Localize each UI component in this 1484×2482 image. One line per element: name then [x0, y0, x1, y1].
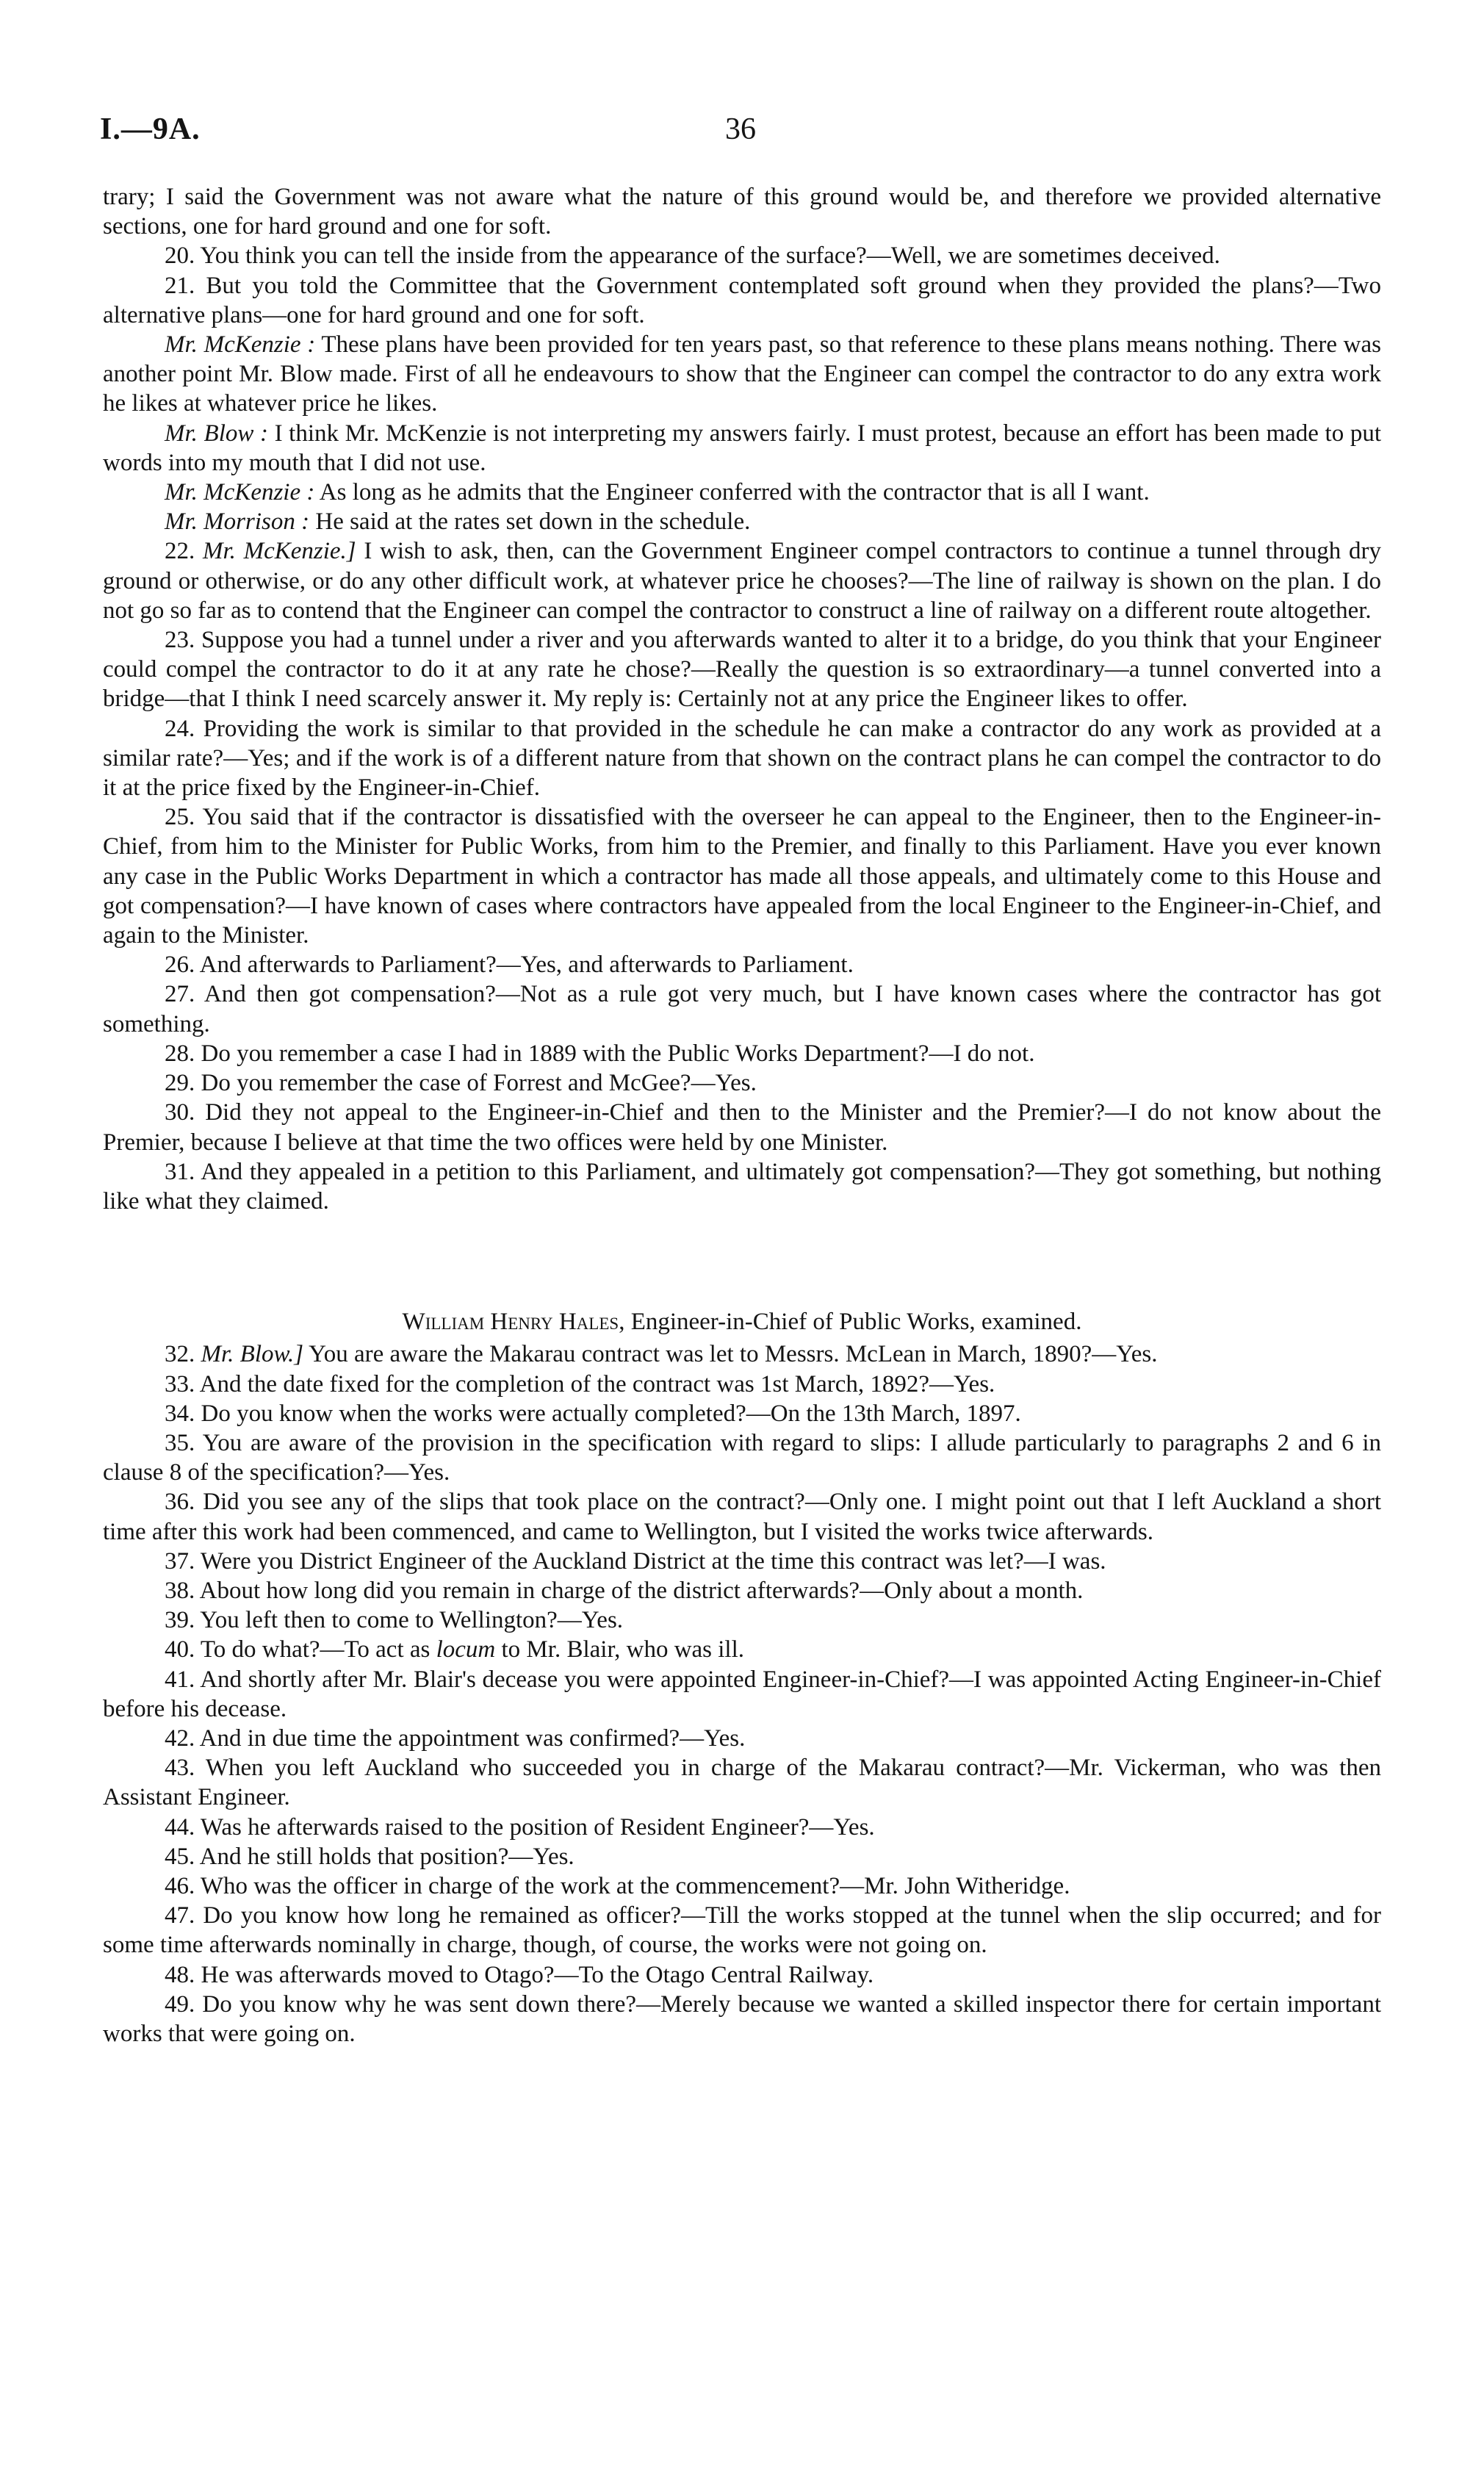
paragraph-text: 44. Was he afterwards raised to the position of Resident Engineer?—Yes. [165, 1813, 875, 1841]
paragraph [103, 1339, 1381, 1369]
paragraph [103, 979, 1381, 1038]
paragraph-text: 26. And afterwards to Parliament?—Yes, and afterwards to Parliament. [165, 952, 854, 979]
document-body [103, 182, 1381, 2048]
paragraph-text: 47. Do you know how long he remained as officer?—Till the works stopped at the tunnel when the slip occurred; and for some time afterwards nominally in charge, though, of course, the works were not going on. [103, 1902, 1381, 1959]
paragraph [103, 478, 1381, 507]
paragraph-text: 34. Do you know when the works were actually completed?—On the 13th March, 1897. [165, 1400, 1021, 1427]
speaker-label: Mr. Morrison : [165, 508, 310, 536]
paragraph [103, 625, 1381, 714]
evidence-section-2 [103, 1339, 1381, 2048]
question-number: 32. [165, 1341, 195, 1368]
page-number: 36 [725, 112, 756, 146]
paragraph-text: These plans have been provided for ten years past, so that reference to these plans means nothing. There was another point Mr. Blow made. First of all he endeavours to show that the Engineer can compel the contractor to do any extra work he likes at whatever price he likes. [103, 331, 1381, 417]
paragraph-text: 38. About how long did you remain in charge of the district afterwards?—Only about a month. [165, 1577, 1084, 1604]
paragraph [103, 802, 1381, 950]
paragraph-text: 45. And he still holds that position?—Yes. [165, 1843, 574, 1870]
paragraph [103, 1399, 1381, 1428]
paragraph-text: 29. Do you remember the case of Forrest and McGee?—Yes. [165, 1070, 757, 1097]
paragraph [103, 330, 1381, 419]
paragraph-text: As long as he admits that the Engineer conferred with the contractor that is all I want. [314, 479, 1150, 506]
paragraph-text: 37. Were you District Engineer of the Auckland District at the time this contract was let?—I was. [165, 1547, 1106, 1575]
paragraph-text: He said at the rates set down in the schedule. [309, 508, 751, 536]
paragraph [103, 1428, 1381, 1487]
paragraph-text: 21. But you told the Committee that the Government contemplated soft ground when they provided the plans?—Two alternative plans—one for hard ground and one for soft. [103, 272, 1381, 328]
paragraph [103, 1813, 1381, 1842]
paragraph-text: to Mr. Blair, who was ill. [495, 1636, 745, 1663]
witness-name: William Henry Hales [402, 1309, 619, 1336]
paragraph [103, 1635, 1381, 1664]
paragraph [103, 419, 1381, 478]
paragraph-text: 39. You left then to come to Wellington?—Yes. [165, 1607, 624, 1634]
speaker-label: Mr. McKenzie : [165, 331, 316, 359]
paragraph [103, 1576, 1381, 1605]
paragraph-text: 24. Providing the work is similar to that provided in the schedule he can make a contractor do any work as provided at a similar rate?—Yes; and if the work is of a different nature from that shown on the contract plans he can compel the contractor to do it at the price fixed by the Engineer-in-Chief. [103, 715, 1381, 802]
paragraph-text: 42. And in due time the appointment was confirmed?—Yes. [165, 1724, 746, 1752]
paragraph-text: 43. When you left Auckland who succeeded you in charge of the Makarau contract?—Mr. Vickerman, who was then Assistant Engineer. [103, 1755, 1381, 1811]
italic-term: locum [436, 1636, 496, 1663]
document-reference: I.—9A. [100, 112, 201, 146]
paragraph [103, 1370, 1381, 1399]
paragraph [103, 1157, 1381, 1216]
paragraph-text: 49. Do you know why he was sent down there?—Merely because we wanted a skilled inspector there for certain important works that were going on. [103, 1990, 1381, 2047]
paragraph-text: You are aware the Makarau contract was let to Messrs. McLean in March, 1890?—Yes. [303, 1341, 1158, 1368]
paragraph [103, 1842, 1381, 1871]
paragraph [103, 1724, 1381, 1753]
paragraph-text: 28. Do you remember a case I had in 1889 with the Public Works Department?—I do not. [165, 1040, 1035, 1067]
paragraph-text: 33. And the date fixed for the completion of the contract was 1st March, 1892?—Yes. [165, 1370, 995, 1398]
paragraph [103, 1753, 1381, 1812]
paragraph-text: 48. He was afterwards moved to Otago?—To the Otago Central Railway. [165, 1961, 874, 1988]
speaker-label: Mr. Blow.] [201, 1341, 304, 1368]
paragraph [103, 507, 1381, 536]
paragraph-text: trary; I said the Government was not aware what the nature of this ground would be, and therefore we provided alternative sections, one for hard ground and one for soft. [103, 184, 1381, 240]
paragraph-text: 30. Did they not appeal to the Engineer-in-Chief and then to the Minister and the Premier?—I do not know about the Premier, because I believe at that time the two offices were held by one Minister. [103, 1099, 1381, 1156]
paragraph-text: 31. And they appealed in a petition to this Parliament, and ultimately got compensation?—They got something, but nothing like what they claimed. [103, 1158, 1381, 1215]
paragraph [103, 950, 1381, 979]
paragraph [103, 182, 1381, 241]
paragraph-text: 25. You said that if the contractor is dissatisfied with the overseer he can appeal to the Engineer, then to the Engineer-in-Chief, from him to the Minister for Public Works, from him to the Premier, and finally to this Parliament. Have you ever known any case in the Public Works Department in which a contractor has made all those appeals, and ultimately come to this House and got compensation?—I have known of cases where contractors have appealed from the local Engineer to the Engineer-in-Chief, and again to the Minister. [103, 804, 1381, 949]
page-header [94, 112, 1387, 156]
paragraph [103, 1605, 1381, 1635]
section-gap [103, 1216, 1381, 1307]
paragraph [103, 714, 1381, 803]
paragraph-text: 20. You think you can tell the inside from the appearance of the surface?—Well, we are sometimes deceived. [165, 242, 1220, 270]
speaker-label: Mr. McKenzie.] [202, 538, 356, 565]
witness-role: , Engineer-in-Chief of Public Works, examined. [619, 1309, 1082, 1336]
question-number: 22. [165, 538, 195, 565]
paragraph-text: 23. Suppose you had a tunnel under a river and you afterwards wanted to alter it to a bridge, do you think that your Engineer could compel the contractor to do it at any rate he chose?—Really the question is so extraordinary—a tunnel converted into a bridge—that I think I need scarcely answer it. My reply is: Certainly not at any price the Engineer likes to offer. [103, 627, 1381, 713]
paragraph-text: 40. To do what?—To act as [165, 1636, 436, 1663]
paragraph [103, 1960, 1381, 1990]
paragraph-text: 46. Who was the officer in charge of the work at the commencement?—Mr. John Witheridge. [165, 1872, 1070, 1899]
paragraph [103, 271, 1381, 330]
paragraph [103, 1487, 1381, 1546]
paragraph [103, 1098, 1381, 1157]
paragraph [103, 241, 1381, 270]
paragraph [103, 1039, 1381, 1068]
paragraph [103, 1665, 1381, 1724]
paragraph-text: 41. And shortly after Mr. Blair's decease you were appointed Engineer-in-Chief?—I was appointed Acting Engineer-in-Chief before his decease. [103, 1666, 1381, 1722]
speaker-label: Mr. McKenzie : [165, 479, 315, 506]
speaker-label: Mr. Blow : [165, 420, 268, 447]
evidence-section-1 [103, 182, 1381, 1216]
paragraph [103, 1068, 1381, 1098]
paragraph-text: 36. Did you see any of the slips that took place on the contract?—Only one. I might point out that I left Auckland a short time after this work had been commenced, and came to Wellington, but I visited the works twice afterwards. [103, 1489, 1381, 1545]
paragraph-text: I think Mr. McKenzie is not interpreting my answers fairly. I must protest, because an effort has been made to put words into my mouth that I did not use. [103, 420, 1381, 476]
paragraph-text: 35. You are aware of the provision in the specification with regard to slips: I allude particularly to paragraphs 2 and 6 in clause 8 of the specification?—Yes. [103, 1429, 1381, 1486]
paragraph [103, 1901, 1381, 1960]
paragraph-text: I wish to ask, then, can the Government Engineer compel contractors to continue a tunnel through dry ground or otherwise, or do any other difficult work, at whatever price he chooses?—The line of railway is shown on the plan. I do not go so far as to contend that the Engineer can compel the contractor to construct a line of railway on a different route altogether. [103, 538, 1382, 624]
paragraph [103, 1871, 1381, 1901]
paragraph [103, 536, 1381, 625]
witness-heading [103, 1307, 1381, 1337]
paragraph [103, 1990, 1381, 2048]
paragraph [103, 1547, 1381, 1576]
paragraph-text: 27. And then got compensation?—Not as a rule got very much, but I have known cases where the contractor has got something. [103, 981, 1381, 1037]
